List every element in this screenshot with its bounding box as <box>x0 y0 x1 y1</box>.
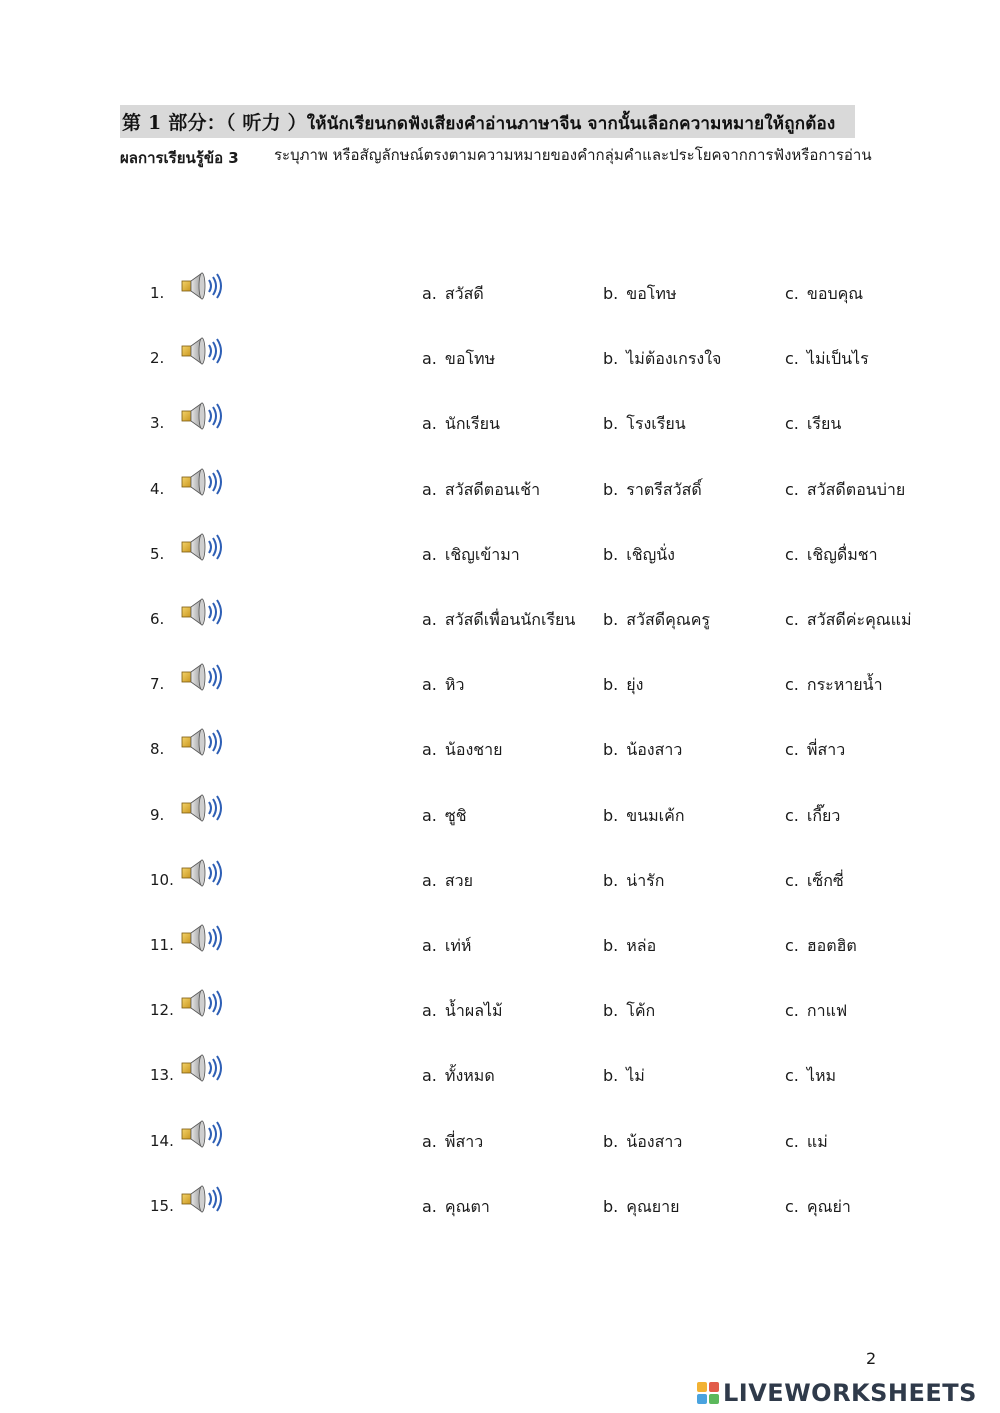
option-letter: c. <box>785 870 799 890</box>
option-text: เท่ห์ <box>444 936 472 955</box>
option-a[interactable] <box>422 999 503 1024</box>
speaker-icon[interactable] <box>180 1052 230 1084</box>
option-text: ฮอตฮิต <box>806 936 857 955</box>
option-text: สวัสดีเพื่อนนักเรียน <box>444 610 576 629</box>
option-a[interactable] <box>422 412 500 437</box>
option-letter: b. <box>603 479 619 499</box>
option-b[interactable] <box>603 999 655 1024</box>
option-c[interactable] <box>785 1195 851 1220</box>
option-letter: c. <box>785 414 799 434</box>
option-text: เชิญนั่ง <box>626 544 675 564</box>
option-letter: b. <box>603 414 619 434</box>
option-letter: c. <box>785 1131 799 1151</box>
option-letter: c. <box>785 1066 799 1086</box>
speaker-icon[interactable] <box>180 661 230 693</box>
question-row <box>0 270 1000 310</box>
option-letter: b. <box>603 610 619 629</box>
option-text: น้องสาว <box>626 740 683 760</box>
option-letter: a. <box>422 349 437 369</box>
option-text: คุณยาย <box>626 1196 680 1216</box>
option-text: นักเรียน <box>444 414 500 434</box>
option-c[interactable] <box>785 869 844 894</box>
question-row <box>0 1183 1000 1223</box>
question-number: 3. <box>150 414 165 433</box>
question-number: 9. <box>150 805 165 824</box>
speaker-icon[interactable] <box>180 792 230 824</box>
speaker-icon[interactable] <box>180 466 230 498</box>
question-row <box>0 726 1000 766</box>
option-b[interactable] <box>603 738 682 763</box>
option-letter: a. <box>422 870 437 890</box>
liveworksheets-logo-icon <box>697 1382 719 1404</box>
option-c[interactable] <box>785 412 841 437</box>
question-number: 2. <box>150 349 165 368</box>
option-text: สวัสดีตอนเช้า <box>444 479 541 499</box>
option-b[interactable] <box>603 608 710 633</box>
option-text: น้องสาว <box>626 1131 683 1151</box>
option-text: โรงเรียน <box>626 414 686 434</box>
option-text: หิว <box>444 675 465 695</box>
option-letter: b. <box>603 284 619 303</box>
option-text: เชิญเข้ามา <box>444 544 520 564</box>
option-b[interactable] <box>603 1130 682 1155</box>
option-a[interactable] <box>422 608 575 633</box>
option-c[interactable] <box>785 608 912 633</box>
question-row <box>0 922 1000 962</box>
speaker-icon[interactable] <box>180 270 230 302</box>
option-text: สวัสดีค่ะคุณแม่ <box>806 610 912 629</box>
option-c[interactable] <box>785 347 869 372</box>
option-letter: c. <box>785 479 799 499</box>
speaker-icon[interactable] <box>180 335 230 367</box>
question-number: 7. <box>150 675 165 694</box>
option-text: เรียน <box>806 414 842 434</box>
question-row <box>0 466 1000 506</box>
option-letter: a. <box>422 936 437 955</box>
option-letter: a. <box>422 544 437 564</box>
question-number: 8. <box>150 740 165 759</box>
speaker-icon[interactable] <box>180 922 230 954</box>
option-text: ไม่เป็นไร <box>806 349 869 369</box>
option-b[interactable] <box>603 1195 680 1220</box>
option-letter: b. <box>603 675 619 695</box>
option-text: กระหายน้ำ <box>806 675 883 695</box>
option-a[interactable] <box>422 1064 495 1089</box>
question-row <box>0 596 1000 636</box>
option-letter: c. <box>785 936 799 955</box>
option-letter: a. <box>422 414 437 434</box>
question-number: 10. <box>150 870 174 889</box>
option-text: สวัสดีคุณครู <box>626 610 710 629</box>
option-text: ซูชิ <box>444 805 467 825</box>
option-a[interactable] <box>422 673 464 698</box>
option-letter: b. <box>603 1066 619 1086</box>
option-text: พี่สาว <box>806 740 846 760</box>
speaker-icon[interactable] <box>180 1183 230 1215</box>
option-letter: c. <box>785 675 799 695</box>
question-row <box>0 1052 1000 1092</box>
option-text: ขอบคุณ <box>806 284 864 303</box>
option-c[interactable] <box>785 934 857 959</box>
option-text: สวย <box>444 870 474 890</box>
speaker-icon[interactable] <box>180 857 230 889</box>
option-text: หล่อ <box>626 936 657 955</box>
question-number: 4. <box>150 479 165 498</box>
brand-logo <box>697 1378 977 1408</box>
option-text: คุณตา <box>444 1196 490 1216</box>
option-b[interactable] <box>603 804 685 829</box>
option-letter: a. <box>422 1196 437 1216</box>
speaker-icon[interactable] <box>180 531 230 563</box>
question-number: 11. <box>150 936 174 954</box>
option-text: ไม่ <box>626 1066 645 1086</box>
option-letter: c. <box>785 1196 799 1216</box>
question-number: 12. <box>150 1001 174 1020</box>
option-letter: c. <box>785 610 799 629</box>
learning-outcome-label: ผลการเรียนรู้ข้อ 3 <box>120 149 239 167</box>
option-text: เชิญดื่มชา <box>806 544 878 564</box>
option-a[interactable] <box>422 934 471 959</box>
option-letter: a. <box>422 284 437 303</box>
option-a[interactable] <box>422 869 473 894</box>
option-b[interactable] <box>603 1064 645 1089</box>
option-c[interactable] <box>785 738 845 763</box>
option-letter: b. <box>603 349 619 369</box>
question-number: 14. <box>150 1131 174 1150</box>
option-letter: b. <box>603 544 619 564</box>
option-text: ราตรีสวัสดิ์ <box>626 479 702 499</box>
option-text: สวัสดี <box>444 284 484 303</box>
option-text: คุณย่า <box>806 1196 851 1216</box>
option-letter: a. <box>422 479 437 499</box>
option-c[interactable] <box>785 1064 836 1089</box>
option-letter: a. <box>422 675 437 695</box>
option-text: เกี๊ยว <box>806 805 841 825</box>
part-label: 第 1 部分：（ 听力 ） <box>122 112 307 134</box>
option-text: สวัสดีตอนบ่าย <box>806 479 906 499</box>
option-letter: a. <box>422 610 437 629</box>
question-row <box>0 661 1000 701</box>
question-row <box>0 857 1000 897</box>
option-letter: b. <box>603 1001 619 1021</box>
option-letter: b. <box>603 740 619 760</box>
option-a[interactable] <box>422 478 540 503</box>
option-letter: b. <box>603 870 619 890</box>
option-a[interactable] <box>422 804 467 829</box>
question-row <box>0 335 1000 375</box>
option-a[interactable] <box>422 738 502 763</box>
option-text: โค้ก <box>626 1001 656 1021</box>
option-a[interactable] <box>422 1130 483 1155</box>
option-letter: a. <box>422 1066 437 1086</box>
option-a[interactable] <box>422 347 495 372</box>
option-letter: b. <box>603 1131 619 1151</box>
learning-outcome-text: ระบุภาพ หรือสัญลักษณ์ตรงตามความหมายของคำกลุ่มคำและประโยคจากการฟังหรือการอ่าน <box>274 146 872 164</box>
instruction-text: ให้นักเรียนกดฟังเสียงคำอ่านภาษาจีน จากนั้นเลือกความหมายให้ถูกต้อง <box>306 114 836 134</box>
option-text: ทั้งหมด <box>444 1066 495 1086</box>
question-row <box>0 400 1000 440</box>
option-text: ขอโทษ <box>444 349 496 369</box>
option-letter: a. <box>422 1131 437 1151</box>
option-text: น้องชาย <box>444 740 503 760</box>
option-b[interactable] <box>603 543 675 568</box>
option-b[interactable] <box>603 412 686 437</box>
option-c[interactable] <box>785 1130 828 1155</box>
option-letter: a. <box>422 1001 437 1021</box>
option-b[interactable] <box>603 673 643 698</box>
option-letter: b. <box>603 936 619 955</box>
option-text: ขอโทษ <box>626 284 677 303</box>
option-letter: c. <box>785 349 799 369</box>
option-c[interactable] <box>785 999 847 1024</box>
option-b[interactable] <box>603 869 664 894</box>
option-text: ไม่ต้องเกรงใจ <box>626 349 722 369</box>
question-number: 1. <box>150 284 165 302</box>
option-letter: b. <box>603 1196 619 1216</box>
option-letter: b. <box>603 805 619 825</box>
question-row <box>0 1118 1000 1158</box>
brand-name: LIVEWORKSHEETS <box>723 1379 977 1407</box>
option-text: พี่สาว <box>444 1131 484 1151</box>
option-c[interactable] <box>785 543 878 568</box>
option-text: ยุ่ง <box>626 675 644 695</box>
option-text: น้ำผลไม้ <box>444 1001 503 1021</box>
speaker-icon[interactable] <box>180 726 230 758</box>
option-text: เซ็กซี่ <box>806 870 844 890</box>
option-letter: c. <box>785 805 799 825</box>
option-text: กาแฟ <box>806 1001 848 1021</box>
question-row <box>0 531 1000 571</box>
option-letter: c. <box>785 1001 799 1021</box>
option-letter: c. <box>785 284 799 303</box>
option-c[interactable] <box>785 478 905 503</box>
option-b[interactable] <box>603 347 721 372</box>
question-number: 5. <box>150 544 165 563</box>
option-a[interactable] <box>422 1195 490 1220</box>
question-number: 15. <box>150 1196 174 1215</box>
question-row <box>0 792 1000 832</box>
question-row <box>0 987 1000 1027</box>
option-b[interactable] <box>603 478 702 503</box>
speaker-icon[interactable] <box>180 400 230 432</box>
option-text: น่ารัก <box>626 870 665 890</box>
option-text: ไหม <box>806 1066 837 1086</box>
option-b[interactable] <box>603 934 656 959</box>
option-text: แม่ <box>806 1131 828 1151</box>
option-text: ขนมเค้ก <box>626 805 685 825</box>
speaker-icon[interactable] <box>180 596 230 628</box>
option-c[interactable] <box>785 282 863 307</box>
option-a[interactable] <box>422 543 520 568</box>
question-number: 6. <box>150 610 165 628</box>
option-c[interactable] <box>785 804 840 829</box>
speaker-icon[interactable] <box>180 1118 230 1150</box>
option-letter: c. <box>785 740 799 760</box>
option-letter: a. <box>422 805 437 825</box>
option-letter: c. <box>785 544 799 564</box>
option-c[interactable] <box>785 673 883 698</box>
page-number: 2 <box>866 1349 877 1368</box>
page-title <box>122 108 835 137</box>
option-a[interactable] <box>422 282 484 307</box>
question-number: 13. <box>150 1066 174 1085</box>
speaker-icon[interactable] <box>180 987 230 1019</box>
option-letter: a. <box>422 740 437 760</box>
option-b[interactable] <box>603 282 676 307</box>
